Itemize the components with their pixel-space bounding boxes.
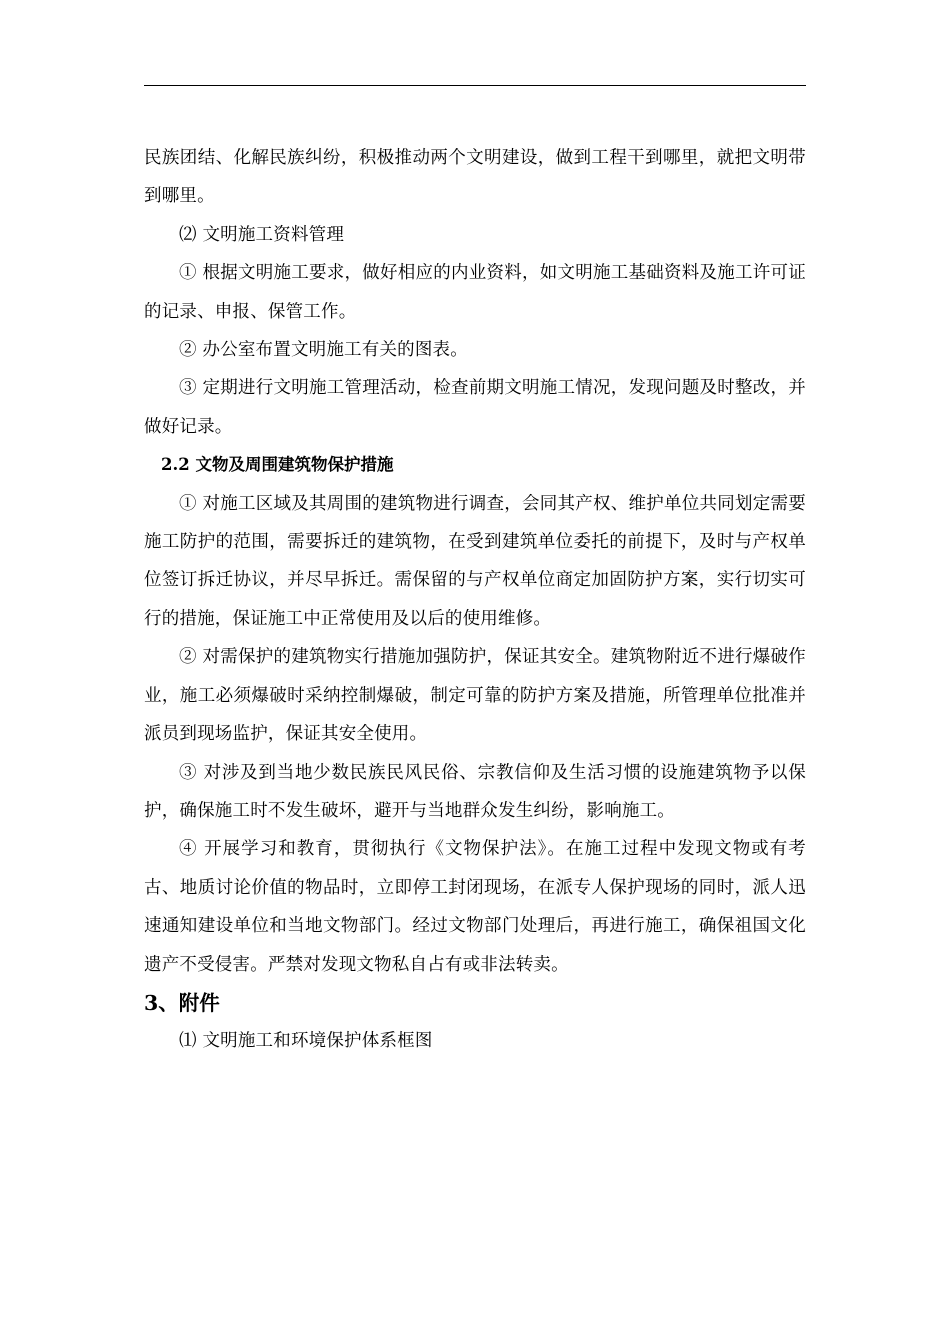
- header-rule: [144, 85, 806, 86]
- paragraph-protection-item-2: ② 对需保护的建筑物实行措施加强防护，保证其安全。建筑物附近不进行爆破作业，施工必须爆破时采纳控制爆破，制定可靠的防护方案及措施，所管理单位批准并派员到现场监护，保证其安全使用。: [144, 647, 806, 745]
- paragraph-records-item-2: ② 办公室布置文明施工有关的图表。: [179, 340, 468, 361]
- document-body: [144, 139, 806, 1060]
- paragraph-protection-item-3: ③ 对涉及到当地少数民族民风民俗、宗教信仰及生活习惯的设施建筑物予以保护，确保施工时不发生破坏，避开与当地群众发生纠纷，影响施工。: [144, 762, 806, 821]
- section-heading-3: 3、附件: [144, 990, 220, 1015]
- paragraph-protection-item-4: ④ 开展学习和教育，贯彻执行《文物保护法》。在施工过程中发现文物或有考古、地质讨论价值的物品时，立即停工封闭现场，在派专人保护现场的同时，派人迅速通知建设单位和当地文物部门。经过文物部门处理后，再进行施工，确保祖国文化遗产不受侵害。严禁对发现文物私自占有或非法转卖。: [144, 839, 806, 975]
- attachment-item-1: ⑴ 文明施工和环境保护体系框图: [179, 1030, 433, 1051]
- subheading-civilized-construction-records: ⑵ 文明施工资料管理: [179, 224, 345, 245]
- paragraph-protection-item-1: ① 对施工区域及其周围的建筑物进行调查，会同其产权、维护单位共同划定需要施工防护的范围，需要拆迁的建筑物，在受到建筑单位委托的前提下，及时与产权单位签订拆迁协议，并尽早拆迁。需保留的与产权单位商定加固防护方案，实行切实可行的措施，保证施工中正常使用及以后的使用维修。: [144, 493, 806, 629]
- section-heading-2-2: 2.2 文物及周围建筑物保护措施: [161, 455, 394, 475]
- paragraph-records-item-3: ③ 定期进行文明施工管理活动，检查前期文明施工情况，发现问题及时整改，并做好记录。: [144, 378, 806, 437]
- paragraph-records-item-1: ① 根据文明施工要求，做好相应的内业资料，如文明施工基础资料及施工许可证的记录、申报、保管工作。: [144, 263, 806, 322]
- paragraph-continuation: 民族团结、化解民族纠纷，积极推动两个文明建设，做到工程干到哪里，就把文明带到哪里。: [144, 148, 806, 207]
